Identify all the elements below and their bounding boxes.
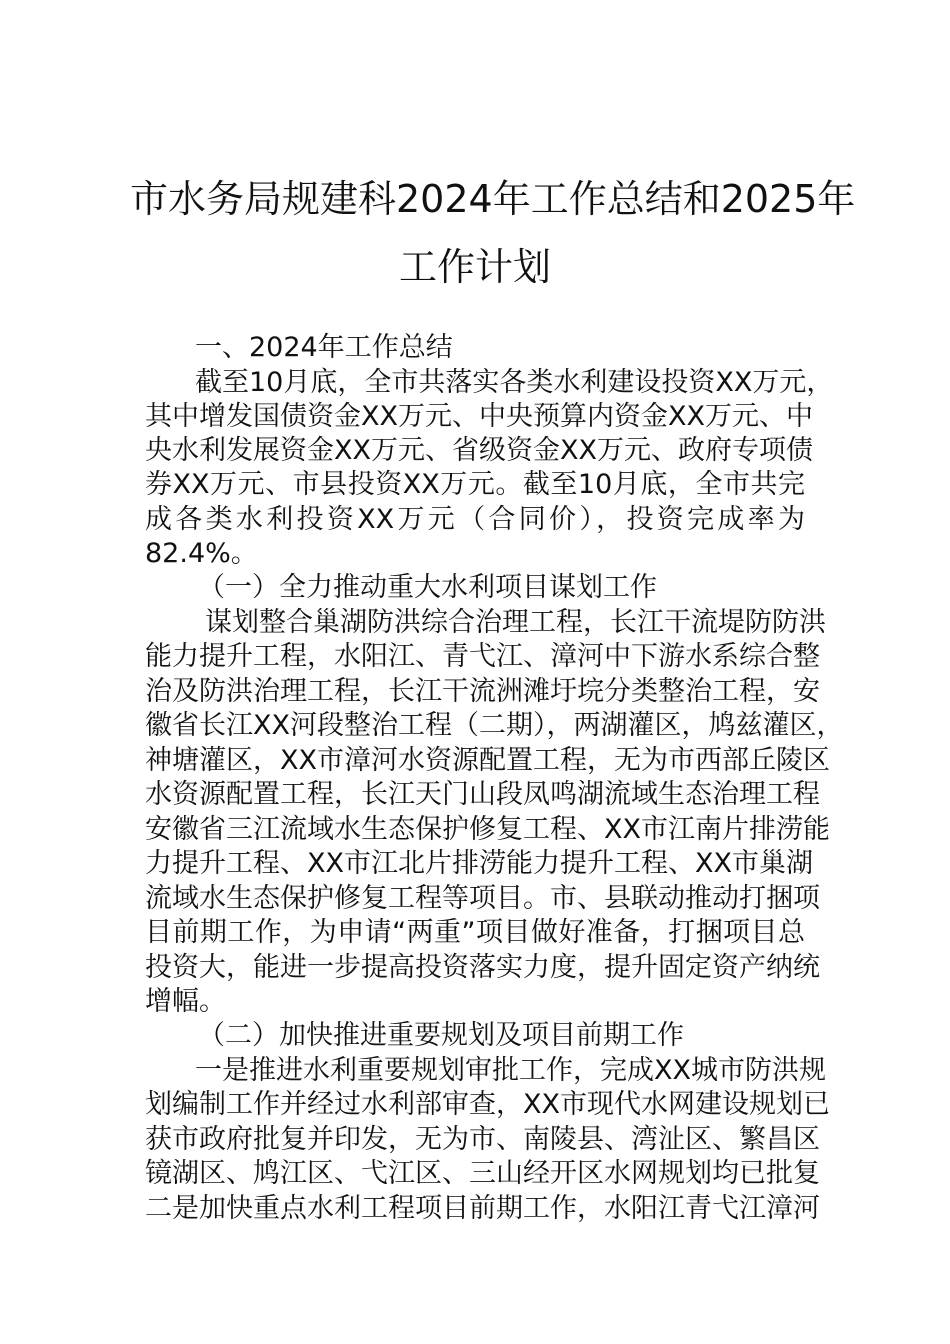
paragraph-line: 目前期工作，为申请“两重”项目做好准备，打捆项目总 bbox=[145, 917, 805, 948]
paragraph-line: 增幅。 bbox=[145, 986, 226, 1017]
paragraph-line: 获市政府批复并印发，无为市、南陵县、湾沚区、繁昌区 bbox=[145, 1124, 820, 1155]
paragraph-line: 谋划整合巢湖防洪综合治理工程，长江干流堤防防洪 bbox=[205, 607, 826, 638]
paragraph-line: 央水利发展资金XX万元、省级资金XX万元、政府专项债 bbox=[145, 435, 813, 466]
paragraph-line: 力提升工程、XX市江北片排涝能力提升工程、XX市巢湖 bbox=[145, 848, 813, 879]
paragraph-line: 券XX万元、市县投资XX万元。截至10月底，全市共完 bbox=[145, 469, 805, 500]
paragraph-line: 徽省长江XX河段整治工程（二期），两湖灌区，鸠兹灌区， bbox=[145, 710, 844, 741]
paragraph-line: 成各类水利投资XX万元（合同价），投资完成率为 bbox=[145, 504, 805, 535]
paragraph-line: 神塘灌区，XX市漳河水资源配置工程，无为市西部丘陵区 bbox=[145, 745, 830, 776]
document-title-line-2: 工作计划 bbox=[398, 245, 551, 289]
paragraph-line: 水资源配置工程，长江天门山段凤鸣湖流域生态治理工程 bbox=[145, 779, 820, 810]
paragraph-line: 流域水生态保护修复工程等项目。市、县联动推动打捆项 bbox=[145, 883, 820, 914]
subsection-heading: （二）加快推进重要规划及项目前期工作 bbox=[198, 1020, 684, 1051]
paragraph-line: 截至10月底，全市共落实各类水利建设投资XX万元， bbox=[195, 367, 834, 398]
paragraph-line: 治及防洪治理工程，长江干流洲滩圩垸分类整治工程，安 bbox=[145, 676, 820, 707]
subsection-heading: （一）全力推动重大水利项目谋划工作 bbox=[198, 572, 657, 603]
paragraph-line: 82.4%。 bbox=[145, 538, 258, 569]
paragraph-line: 能力提升工程，水阳江、青弋江、漳河中下游水系综合整 bbox=[145, 641, 820, 672]
paragraph-line: 安徽省三江流域水生态保护修复工程、XX市江南片排涝能 bbox=[145, 814, 830, 845]
paragraph-line: 其中增发国债资金XX万元、中央预算内资金XX万元、中 bbox=[145, 401, 813, 432]
section-heading: 一、2024年工作总结 bbox=[195, 332, 453, 363]
paragraph-line: 二是加快重点水利工程项目前期工作，水阳江青弋江漳河 bbox=[145, 1193, 820, 1224]
paragraph-line: 镜湖区、鸠江区、弋江区、三山经开区水网规划均已批复 bbox=[145, 1158, 820, 1189]
paragraph-line: 划编制工作并经过水利部审查，XX市现代水网建设规划已 bbox=[145, 1089, 830, 1120]
document-title-line-1: 市水务局规建科2024年工作总结和2025年 bbox=[130, 177, 856, 221]
paragraph-line: 一是推进水利重要规划审批工作，完成XX城市防洪规 bbox=[195, 1055, 826, 1086]
paragraph-line: 投资大，能进一步提高投资落实力度，提升固定资产纳统 bbox=[145, 952, 820, 983]
